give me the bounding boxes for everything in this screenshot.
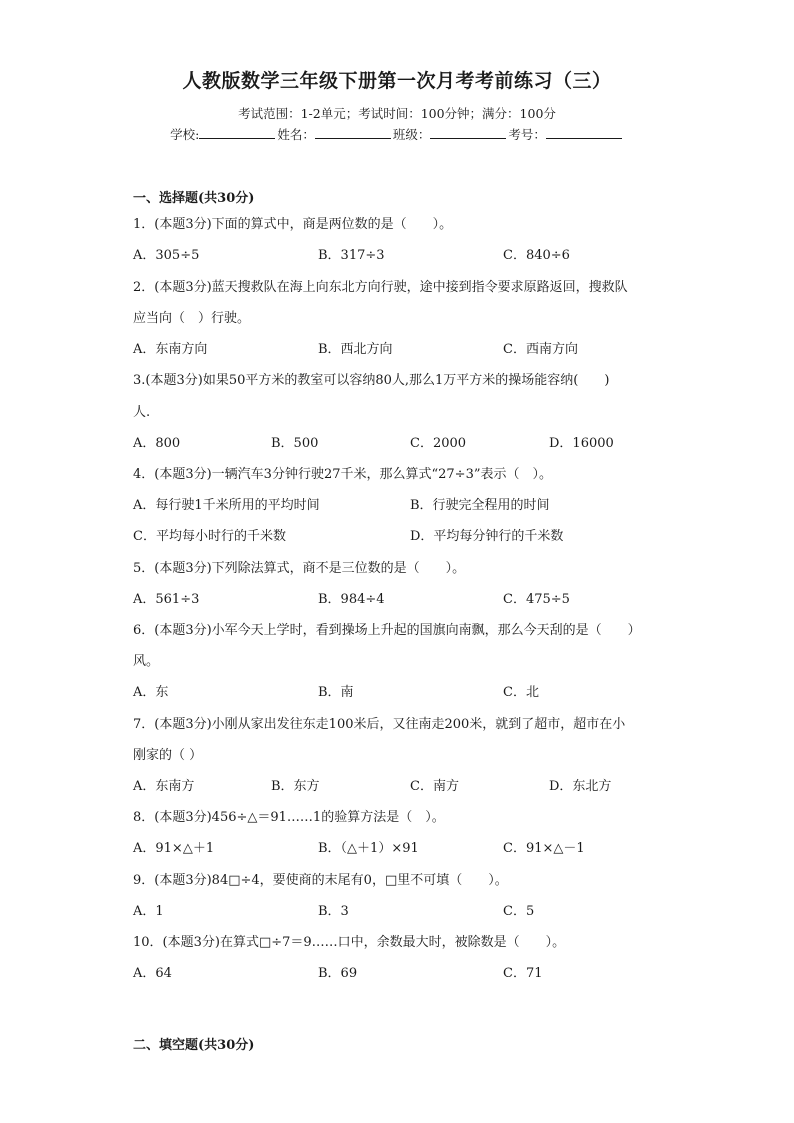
id-blank[interactable]: [546, 125, 622, 139]
question-1-option-a[interactable]: A．305÷5: [133, 248, 200, 263]
question-6-text-cont: 风。: [133, 654, 160, 669]
page-title: 人教版数学三年级下册第一次月考考前练习（三）: [182, 70, 612, 92]
question-6-option-a[interactable]: A．东: [133, 685, 169, 700]
question-4-option-b[interactable]: B．行驶完全程用的时间: [410, 498, 550, 513]
question-10-option-b[interactable]: B．69: [318, 966, 358, 981]
name-blank[interactable]: [315, 125, 391, 139]
question-4-text: 4．(本题3分)一辆汽车3分钟行驶27千米，那么算式“27÷3”表示（ ）。: [133, 467, 552, 482]
name-label: 姓名：: [277, 127, 315, 142]
question-5-option-c[interactable]: C．475÷5: [503, 592, 570, 607]
question-7-option-a[interactable]: A．东南方: [133, 779, 195, 794]
question-3-option-a[interactable]: A．800: [133, 436, 181, 451]
question-3-text: 3.(本题3分)如果50平方米的教室可以容纳80人,那么1万平方米的操场能容纳( ): [133, 373, 610, 388]
question-10-option-c[interactable]: C．71: [503, 966, 543, 981]
question-5-option-a[interactable]: A．561÷3: [133, 592, 200, 607]
question-8-option-a[interactable]: A．91×△＋1: [133, 841, 215, 856]
question-6-option-c[interactable]: C．北: [503, 685, 539, 700]
question-1-option-c[interactable]: C．840÷6: [503, 248, 570, 263]
school-blank[interactable]: [199, 125, 275, 139]
question-5-text: 5．(本题3分)下列除法算式，商不是三位数的是（ ）。: [133, 561, 466, 576]
question-7-option-c[interactable]: C．南方: [410, 779, 459, 794]
question-9-option-b[interactable]: B．3: [318, 904, 349, 919]
section-title-choice: 一、选择题(共30分): [133, 191, 255, 206]
class-blank[interactable]: [430, 125, 506, 139]
question-2-text-cont: 应当向（ ）行驶。: [133, 311, 251, 326]
question-2-option-a[interactable]: A．东南方向: [133, 342, 208, 357]
question-1-text: 1．(本题3分)下面的算式中，商是两位数的是（ ）。: [133, 217, 453, 232]
question-6-text: 6．(本题3分)小军今天上学时，看到操场上升起的国旗向南飘，那么今天刮的是（ ）: [133, 623, 641, 638]
question-8-text: 8．(本题3分)456÷△＝91……1的验算方法是（ ）。: [133, 810, 445, 825]
question-4-option-d[interactable]: D．平均每分钟行的千米数: [410, 529, 564, 544]
question-3-option-d[interactable]: D．16000: [549, 436, 614, 451]
section-title-fill: 二、填空题(共30分): [133, 1038, 255, 1053]
id-label: 考号：: [508, 127, 546, 142]
question-7-text: 7．(本题3分)小刚从家出发往东走100米后，又往南走200米，就到了超市，超市在小: [133, 717, 626, 732]
question-2-option-c[interactable]: C．西南方向: [503, 342, 578, 357]
question-7-option-b[interactable]: B．东方: [271, 779, 320, 794]
question-8-option-c[interactable]: C．91×△－1: [503, 841, 585, 856]
student-fields: [0, 125, 794, 143]
class-label: 班级：: [392, 127, 431, 142]
question-9-option-a[interactable]: A．1: [133, 904, 164, 919]
question-3-text-cont: 人.: [133, 405, 151, 420]
question-6-option-b[interactable]: B．南: [318, 685, 354, 700]
question-5-option-b[interactable]: B．984÷4: [318, 592, 385, 607]
question-2-option-b[interactable]: B．西北方向: [318, 342, 393, 357]
question-10-text: 10．(本题3分)在算式□÷7＝9……口中，余数最大时，被除数是（ ）。: [133, 935, 566, 950]
question-2-text: 2．(本题3分)蓝天搜救队在海上向东北方向行驶，途中接到指令要求原路返回，搜救队: [133, 280, 628, 295]
question-1-option-b[interactable]: B．317÷3: [318, 248, 385, 263]
question-4-option-c[interactable]: C．平均每小时行的千米数: [133, 529, 286, 544]
question-9-option-c[interactable]: C．5: [503, 904, 535, 919]
question-9-text: 9．(本题3分)84□÷4，要使商的末尾有0，□里不可填（ ）。: [133, 873, 508, 888]
question-4-option-a[interactable]: A．每行驶1千米所用的平均时间: [133, 498, 320, 513]
question-10-option-a[interactable]: A．64: [133, 966, 172, 981]
question-3-option-b[interactable]: B．500: [271, 436, 319, 451]
question-7-text-cont: 刚家的（ ）: [133, 748, 203, 763]
school-label: 学校:: [170, 127, 200, 142]
question-8-option-b[interactable]: B．（△＋1）×91: [318, 841, 419, 856]
question-7-option-d[interactable]: D．东北方: [549, 779, 612, 794]
exam-info: 考试范围：1-2单元；考试时间：100分钟；满分：100分: [238, 106, 556, 121]
question-3-option-c[interactable]: C．2000: [410, 436, 467, 451]
